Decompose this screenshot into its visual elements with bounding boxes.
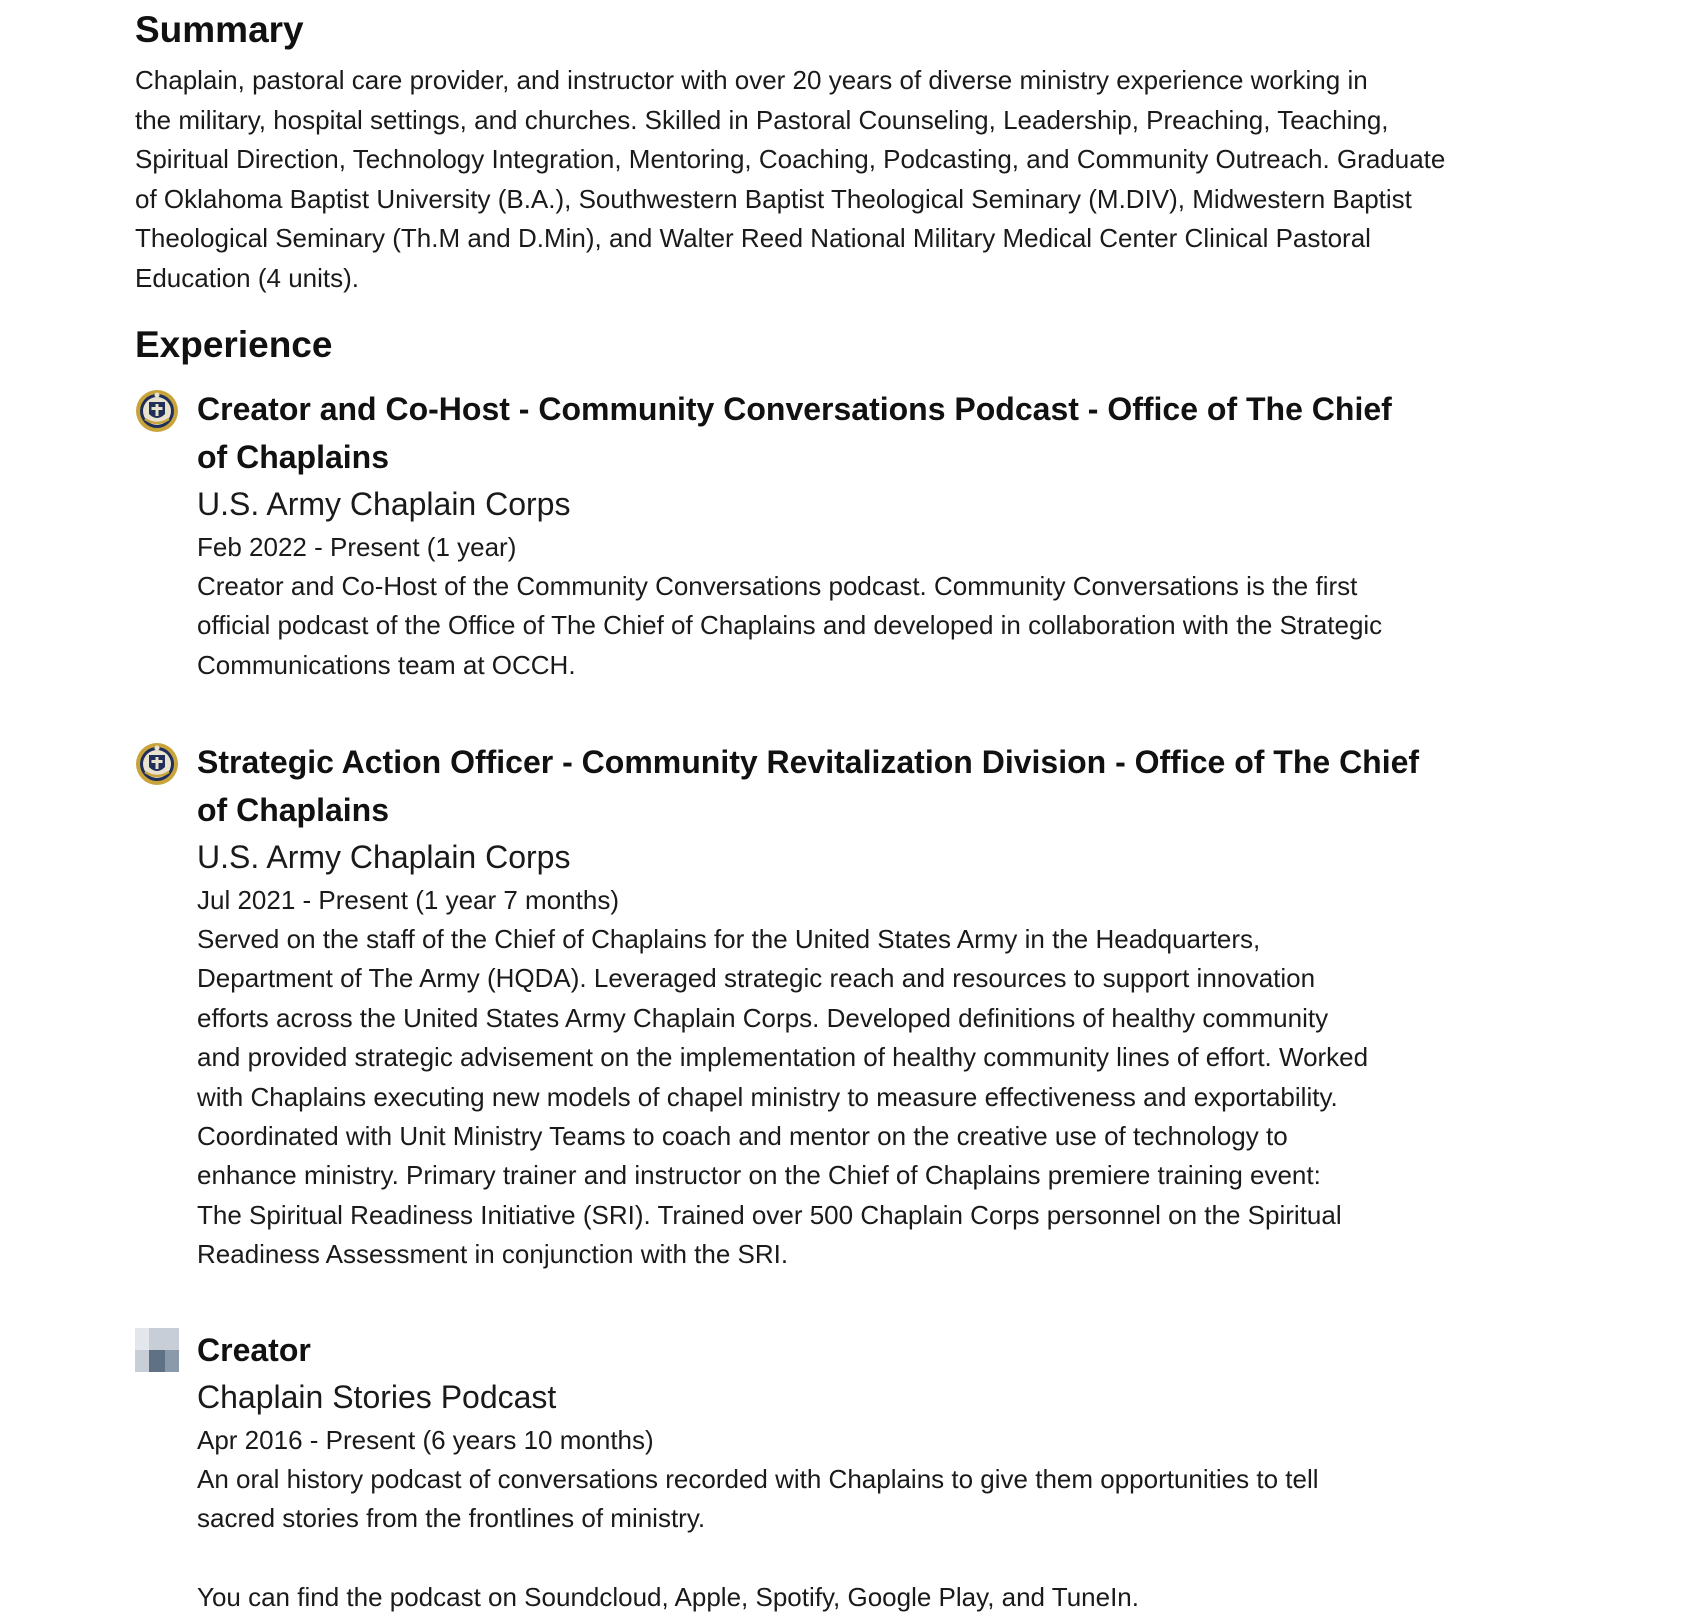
job-description: An oral history podcast of conversations recorded with Chaplains to give them opportunities to tell sacred stories from the frontlines of ministry. <box>197 1464 1319 1534</box>
job-description: Creator and Co-Host of the Community Conversations podcast. Community Conversations is the first official podcast of the Office of The Chief of Chaplains and developed in collaboration with the Strategic Communications team at OCCH. <box>197 571 1383 680</box>
company-name: Chaplain Stories Podcast <box>197 1379 557 1415</box>
chaplain-corps-seal-icon <box>135 742 179 786</box>
job-description: Served on the staff of the Chief of Chaplains for the United States Army in the Headquarters, Department of The Army (HQDA). Leveraged strategic reach and resources to support innovation efforts across the United States Army Chaplain Corps. Developed definitions of healthy community and provided strategic advisement on the implementation of healthy community lines of effort. Worked with Chaplains executing new models of chapel ministry to measure effectiveness and exportability. Coordinated with Unit Ministry Teams to coach and mentor on the creative use of technology to enhance ministry. Primary trainer and instructor on the Chief of Chaplains premiere training event: The Spiritual Readiness Initiative (SRI). Trained over 500 Chaplain Corps personnel on the Spiritual Readiness Assessment in conjunction with the SRI. <box>197 924 1369 1270</box>
chaplain-corps-seal-icon <box>135 389 179 433</box>
job-title: Creator and Co-Host - Community Conversations Podcast - Office of The Chief of Chaplains <box>197 391 1392 475</box>
company-name: U.S. Army Chaplain Corps <box>197 839 571 875</box>
placeholder-company-icon <box>135 1328 179 1372</box>
podcast-platforms-text: You can find the podcast on Soundcloud, Apple, Spotify, Google Play, and TuneIn. <box>197 1581 1139 1612</box>
job-dates: Jul 2021 - Present (1 year 7 months) <box>197 885 619 915</box>
experience-heading: Experience <box>135 324 333 365</box>
job-title: Strategic Action Officer - Community Revitalization Division - Office of The Chief of Chaplains <box>197 744 1420 828</box>
company-name: U.S. Army Chaplain Corps <box>197 486 571 522</box>
job-title: Creator <box>197 1332 311 1368</box>
summary-text: Chaplain, pastoral care provider, and instructor with over 20 years of diverse ministry experience working in the military, hospital settings, and churches. Skilled in Pastoral Counseling, Leadership, Preaching, Teaching, Spiritual Direction, Technology Integration, Mentoring, Coaching, Podcasting, and Community Outreach. Graduate of Oklahoma Baptist University (B.A.), Southwestern Baptist Theological Seminary (M.DIV), Midwestern Baptist Theological Seminary (Th.M and D.Min), and Walter Reed National Military Medical Center Clinical Pastoral Education (4 units). <box>135 65 1446 293</box>
job-dates: Apr 2016 - Present (6 years 10 months) <box>197 1425 654 1455</box>
summary-heading: Summary <box>135 9 304 50</box>
job-dates: Feb 2022 - Present (1 year) <box>197 532 517 562</box>
